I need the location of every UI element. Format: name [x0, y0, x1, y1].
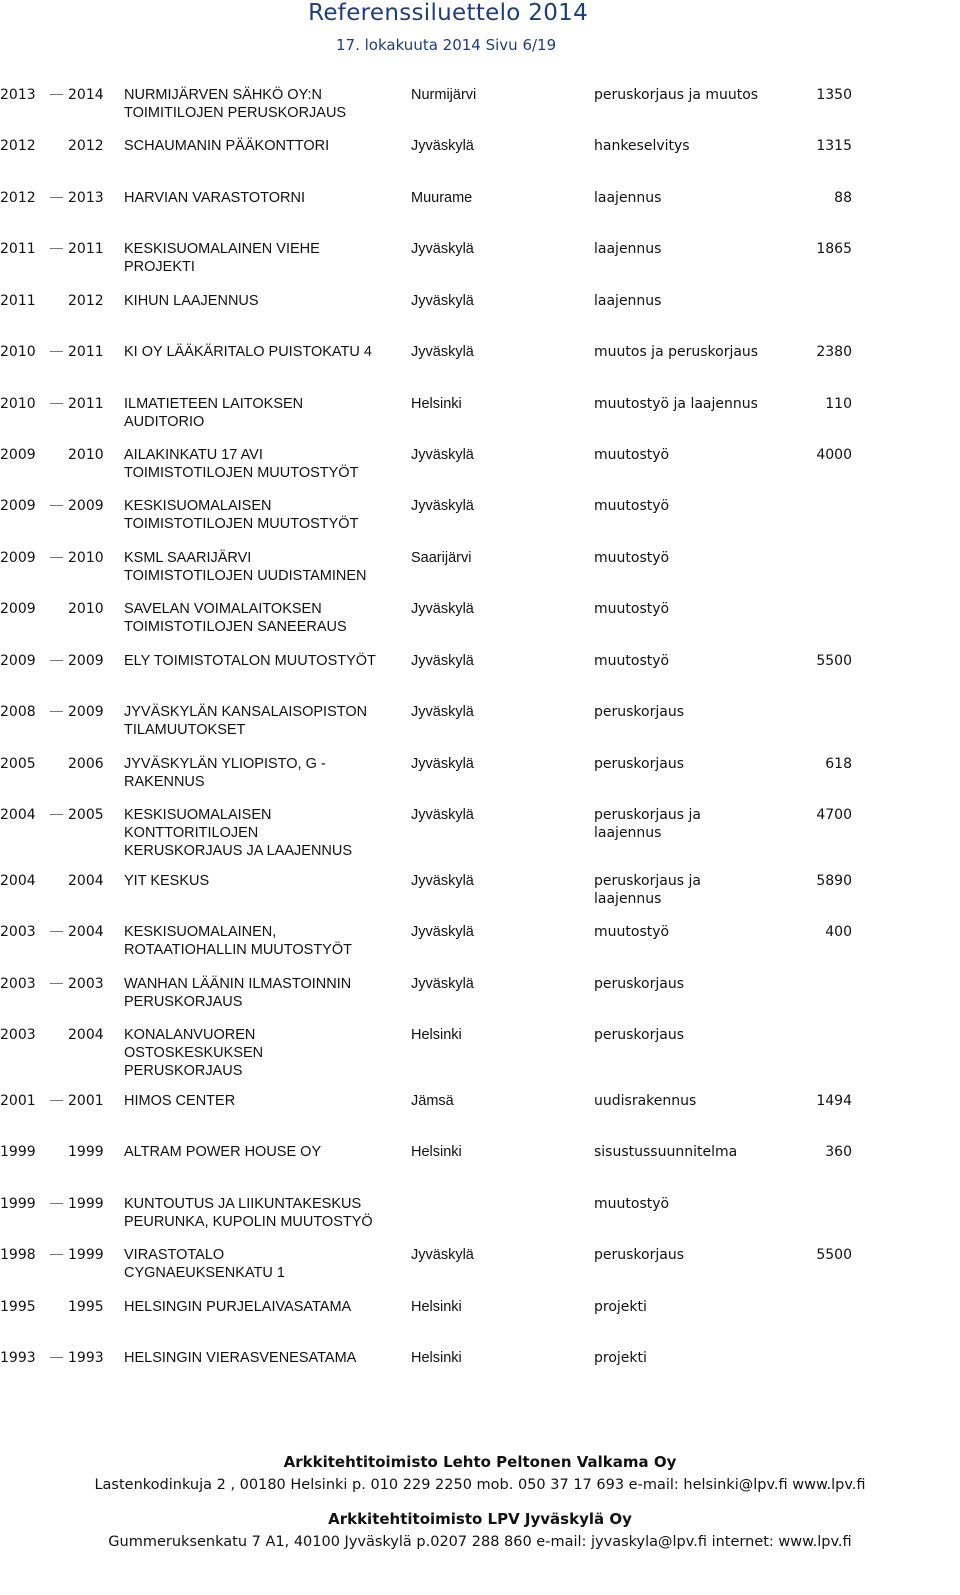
project-name-line: KESKISUOMALAINEN VIEHE [124, 241, 320, 257]
project-area: 1350 [816, 87, 852, 103]
project-name-line: TOIMISTOTILOJEN MUUTOSTYÖT [124, 516, 359, 532]
project-type-line: laajennus [594, 241, 662, 257]
project-type [594, 652, 804, 670]
project-name [124, 1026, 406, 1080]
project-name-line: HELSINGIN VIERASVENESATAMA [124, 1350, 357, 1366]
project-location: Jyväskylä [411, 807, 474, 823]
project-type-line: sisustussuunnitelma [594, 1144, 738, 1160]
year-range-dash [50, 1203, 63, 1204]
end-year: 2011 [68, 241, 104, 257]
project-name-line: CYGNAEUKSENKATU 1 [124, 1265, 285, 1281]
start-year: 2003 [0, 1027, 36, 1043]
project-type-line: laajennus [594, 293, 662, 309]
project-name-line: KI OY LÄÄKÄRITALO PUISTOKATU 4 [124, 344, 372, 360]
project-type [594, 806, 804, 842]
project-type [594, 1026, 804, 1044]
project-name-line: PERUSKORJAUS [124, 1063, 243, 1079]
year-range-dash [50, 351, 63, 352]
project-location: Jyväskylä [411, 241, 474, 257]
project-name-line: KUNTOUTUS JA LIIKUNTAKESKUS [124, 1196, 362, 1212]
project-location: Helsinki [411, 396, 462, 412]
project-type [594, 292, 804, 310]
project-type [594, 600, 804, 618]
project-name [124, 652, 406, 670]
end-year: 2012 [68, 293, 104, 309]
project-type-line: laajennus [594, 190, 662, 206]
project-location: Jyväskylä [411, 924, 474, 940]
project-type [594, 497, 804, 515]
year-range-dash [50, 197, 63, 198]
project-name [124, 755, 406, 791]
start-year: 1993 [0, 1350, 36, 1366]
project-type-line: hankeselvitys [594, 138, 690, 154]
year-range-dash [50, 1357, 63, 1358]
year-range-dash [50, 931, 63, 932]
project-name-line: ALTRAM POWER HOUSE OY [124, 1144, 322, 1160]
start-year: 2009 [0, 498, 36, 514]
project-name-line: KESKISUOMALAISEN [124, 807, 272, 823]
project-type [594, 395, 804, 413]
project-name-line: KESKISUOMALAISEN [124, 498, 272, 514]
project-location: Jyväskylä [411, 601, 474, 617]
start-year: 2009 [0, 447, 36, 463]
project-name [124, 923, 406, 959]
start-year: 2004 [0, 807, 36, 823]
project-location: Jämsä [411, 1093, 454, 1109]
project-location: Helsinki [411, 1350, 462, 1366]
project-name-line: KONALANVUOREN [124, 1027, 256, 1043]
project-type-line: muutostyö [594, 653, 670, 669]
project-type [594, 549, 804, 567]
project-area: 88 [834, 190, 852, 206]
project-area: 400 [825, 924, 852, 940]
project-name-line: KERUSKORJAUS JA LAAJENNUS [124, 843, 353, 859]
project-type-line: muutos ja peruskorjaus [594, 344, 759, 360]
footer-company-jyvaskyla: Arkkitehtitoimisto LPV Jyväskylä Oy [328, 1510, 632, 1528]
project-name-line: KONTTORITILOJEN [124, 825, 259, 841]
project-type [594, 1246, 804, 1264]
project-type-line: projekti [594, 1350, 647, 1366]
project-type [594, 1349, 804, 1367]
project-name-line: NURMIJÄRVEN SÄHKÖ OY:N [124, 87, 322, 103]
project-name-line: ROTAATIOHALLIN MUUTOSTYÖT [124, 942, 352, 958]
project-type [594, 86, 804, 104]
end-year: 1999 [68, 1144, 104, 1160]
project-name-line: JYVÄSKYLÄN KANSALAISOPISTON [124, 704, 368, 720]
project-location: Jyväskylä [411, 498, 474, 514]
project-name-line: ELY TOIMISTOTALON MUUTOSTYÖT [124, 653, 376, 669]
end-year: 2010 [68, 550, 104, 566]
end-year: 2010 [68, 447, 104, 463]
start-year: 2008 [0, 704, 36, 720]
project-type [594, 240, 804, 258]
project-type-line: peruskorjaus ja [594, 807, 701, 823]
start-year: 2011 [0, 241, 36, 257]
project-type-line: peruskorjaus [594, 1247, 684, 1263]
project-type-line: muutostyö [594, 447, 670, 463]
project-name-line: PROJEKTI [124, 259, 195, 275]
project-location: Jyväskylä [411, 873, 474, 889]
project-name-line: SAVELAN VOIMALAITOKSEN [124, 601, 322, 617]
project-name [124, 1092, 406, 1110]
project-name-line: TOIMISTOTILOJEN UUDISTAMINEN [124, 568, 367, 584]
end-year: 2011 [68, 344, 104, 360]
start-year: 2003 [0, 976, 36, 992]
project-location: Jyväskylä [411, 1247, 474, 1263]
year-range-dash [50, 403, 63, 404]
project-type-line: peruskorjaus ja [594, 873, 701, 889]
project-type [594, 703, 804, 721]
footer-contact-helsinki: Lastenkodinkuja 2 , 00180 Helsinki p. 010 229 2250 mob. 050 37 17 693 e-mail: helsinki@lpv.fi www.lpv.fi [94, 1477, 866, 1493]
year-range-dash [50, 1100, 63, 1101]
project-type-line: projekti [594, 1299, 647, 1315]
project-type-line: peruskorjaus ja muutos [594, 87, 759, 103]
project-name [124, 292, 406, 310]
project-type-line: muutostyö [594, 1196, 670, 1212]
project-type [594, 1195, 804, 1213]
project-name-line: KSML SAARIJÄRVI [124, 550, 252, 566]
year-range-dash [50, 1254, 63, 1255]
start-year: 1999 [0, 1196, 36, 1212]
project-type-line: peruskorjaus [594, 704, 684, 720]
project-name [124, 343, 406, 361]
project-area: 4000 [816, 447, 852, 463]
project-type-line: muutostyö [594, 601, 670, 617]
project-location: Jyväskylä [411, 447, 474, 463]
project-type-line: uudisrakennus [594, 1093, 697, 1109]
end-year: 2013 [68, 190, 104, 206]
project-name-line: HARVIAN VARASTOTORNI [124, 190, 306, 206]
project-name [124, 549, 406, 585]
project-area: 618 [825, 756, 852, 772]
project-name [124, 703, 406, 739]
project-name [124, 189, 406, 207]
start-year: 2009 [0, 653, 36, 669]
project-name-line: HIMOS CENTER [124, 1093, 236, 1109]
project-location: Muurame [411, 190, 473, 206]
project-name-line: AILAKINKATU 17 AVI [124, 447, 263, 463]
end-year: 2012 [68, 138, 104, 154]
project-location: Jyväskylä [411, 653, 474, 669]
start-year: 2009 [0, 601, 36, 617]
project-location: Nurmijärvi [411, 87, 477, 103]
start-year: 1998 [0, 1247, 36, 1263]
project-name-line: VIRASTOTALO [124, 1247, 225, 1263]
project-type-line: muutostyö [594, 550, 670, 566]
project-type-line: muutostyö ja laajennus [594, 396, 758, 412]
project-name [124, 975, 406, 1011]
project-type-line: peruskorjaus [594, 1027, 684, 1043]
project-name [124, 1349, 406, 1367]
project-type-line: peruskorjaus [594, 976, 684, 992]
project-location: Helsinki [411, 1027, 462, 1043]
project-type [594, 1092, 804, 1110]
project-name [124, 497, 406, 533]
project-name [124, 86, 406, 122]
project-name [124, 1195, 406, 1231]
project-name-line: TOIMISTOTILOJEN MUUTOSTYÖT [124, 465, 359, 481]
project-name-line: KIHUN LAAJENNUS [124, 293, 259, 309]
start-year: 2001 [0, 1093, 36, 1109]
start-year: 2012 [0, 138, 36, 154]
project-name-line: YIT KESKUS [124, 873, 210, 889]
project-name-line: JYVÄSKYLÄN YLIOPISTO, G - [124, 756, 326, 772]
start-year: 2005 [0, 756, 36, 772]
project-name [124, 806, 406, 860]
end-year: 2001 [68, 1093, 104, 1109]
end-year: 2011 [68, 396, 104, 412]
end-year: 2009 [68, 704, 104, 720]
project-name [124, 872, 406, 890]
project-name [124, 1246, 406, 1282]
end-year: 1993 [68, 1350, 104, 1366]
year-range-dash [50, 814, 63, 815]
end-year: 2004 [68, 873, 104, 889]
project-name-line: AUDITORIO [124, 414, 205, 430]
project-name [124, 1143, 406, 1161]
project-area: 1494 [816, 1093, 852, 1109]
project-name [124, 137, 406, 155]
project-location: Saarijärvi [411, 550, 472, 566]
project-area: 360 [825, 1144, 852, 1160]
footer-company-helsinki: Arkkitehtitoimisto Lehto Peltonen Valkama Oy [283, 1453, 677, 1471]
end-year: 2009 [68, 653, 104, 669]
project-name [124, 1298, 406, 1316]
project-type [594, 1298, 804, 1316]
project-type-line: muutostyö [594, 498, 670, 514]
project-name [124, 600, 406, 636]
project-type-line: muutostyö [594, 924, 670, 940]
project-area: 1865 [816, 241, 852, 257]
project-area: 2380 [816, 344, 852, 360]
year-range-dash [50, 505, 63, 506]
project-location: Jyväskylä [411, 293, 474, 309]
end-year: 2003 [68, 976, 104, 992]
project-name-line: HELSINGIN PURJELAIVASATAMA [124, 1299, 352, 1315]
project-name-line: TOIMITILOJEN PERUSKORJAUS [124, 105, 347, 121]
project-name [124, 446, 406, 482]
project-type [594, 446, 804, 464]
project-type-line: laajennus [594, 825, 662, 841]
project-location: Helsinki [411, 1144, 462, 1160]
end-year: 2004 [68, 924, 104, 940]
project-type [594, 872, 804, 908]
project-name-line: WANHAN LÄÄNIN ILMASTOINNIN [124, 976, 352, 992]
project-location: Jyväskylä [411, 976, 474, 992]
project-area: 1315 [816, 138, 852, 154]
end-year: 2004 [68, 1027, 104, 1043]
project-type [594, 343, 804, 361]
end-year: 1999 [68, 1196, 104, 1212]
footer-contact-jyvaskyla: Gummeruksenkatu 7 A1, 40100 Jyväskylä p.0207 288 860 e-mail: jyvaskyla@lpv.fi internet: www.lpv.fi [108, 1534, 852, 1550]
start-year: 2012 [0, 190, 36, 206]
start-year: 2010 [0, 396, 36, 412]
project-type [594, 755, 804, 773]
project-area: 5500 [816, 1247, 852, 1263]
year-range-dash [50, 557, 63, 558]
project-name-line: KESKISUOMALAINEN, [124, 924, 277, 940]
start-year: 2013 [0, 87, 36, 103]
project-name [124, 395, 406, 431]
year-range-dash [50, 983, 63, 984]
project-name-line: PEURUNKA, KUPOLIN MUUTOSTYÖ [124, 1214, 373, 1230]
project-name [124, 240, 406, 276]
year-range-dash [50, 660, 63, 661]
project-type [594, 189, 804, 207]
project-type-line: laajennus [594, 891, 662, 907]
page-title: Referenssiluettelo 2014 [308, 0, 588, 26]
end-year: 1995 [68, 1299, 104, 1315]
start-year: 2003 [0, 924, 36, 940]
project-area: 5890 [816, 873, 852, 889]
project-name-line: RAKENNUS [124, 774, 205, 790]
page-date-and-number: 17. lokakuuta 2014 Sivu 6/19 [336, 36, 557, 54]
project-name-line: ILMATIETEEN LAITOKSEN [124, 396, 304, 412]
start-year: 2004 [0, 873, 36, 889]
project-location: Jyväskylä [411, 704, 474, 720]
year-range-dash [50, 94, 63, 95]
start-year: 2009 [0, 550, 36, 566]
year-range-dash [50, 248, 63, 249]
project-area: 5500 [816, 653, 852, 669]
project-type [594, 1143, 804, 1161]
end-year: 1999 [68, 1247, 104, 1263]
end-year: 2009 [68, 498, 104, 514]
project-type-line: peruskorjaus [594, 756, 684, 772]
year-range-dash [50, 711, 63, 712]
end-year: 2010 [68, 601, 104, 617]
project-location: Helsinki [411, 1299, 462, 1315]
start-year: 1999 [0, 1144, 36, 1160]
project-type [594, 137, 804, 155]
end-year: 2005 [68, 807, 104, 823]
project-area: 110 [825, 396, 852, 412]
start-year: 2010 [0, 344, 36, 360]
project-name-line: SCHAUMANIN PÄÄKONTTORI [124, 138, 330, 154]
project-name-line: TILAMUUTOKSET [124, 722, 246, 738]
project-type [594, 923, 804, 941]
start-year: 1995 [0, 1299, 36, 1315]
project-name-line: OSTOSKESKUKSEN [124, 1045, 264, 1061]
end-year: 2006 [68, 756, 104, 772]
project-location: Jyväskylä [411, 756, 474, 772]
project-type [594, 975, 804, 993]
end-year: 2014 [68, 87, 104, 103]
project-area: 4700 [816, 807, 852, 823]
project-location: Jyväskylä [411, 138, 474, 154]
project-location: Jyväskylä [411, 344, 474, 360]
project-name-line: TOIMISTOTILOJEN SANEERAUS [124, 619, 347, 635]
project-name-line: PERUSKORJAUS [124, 994, 243, 1010]
start-year: 2011 [0, 293, 36, 309]
